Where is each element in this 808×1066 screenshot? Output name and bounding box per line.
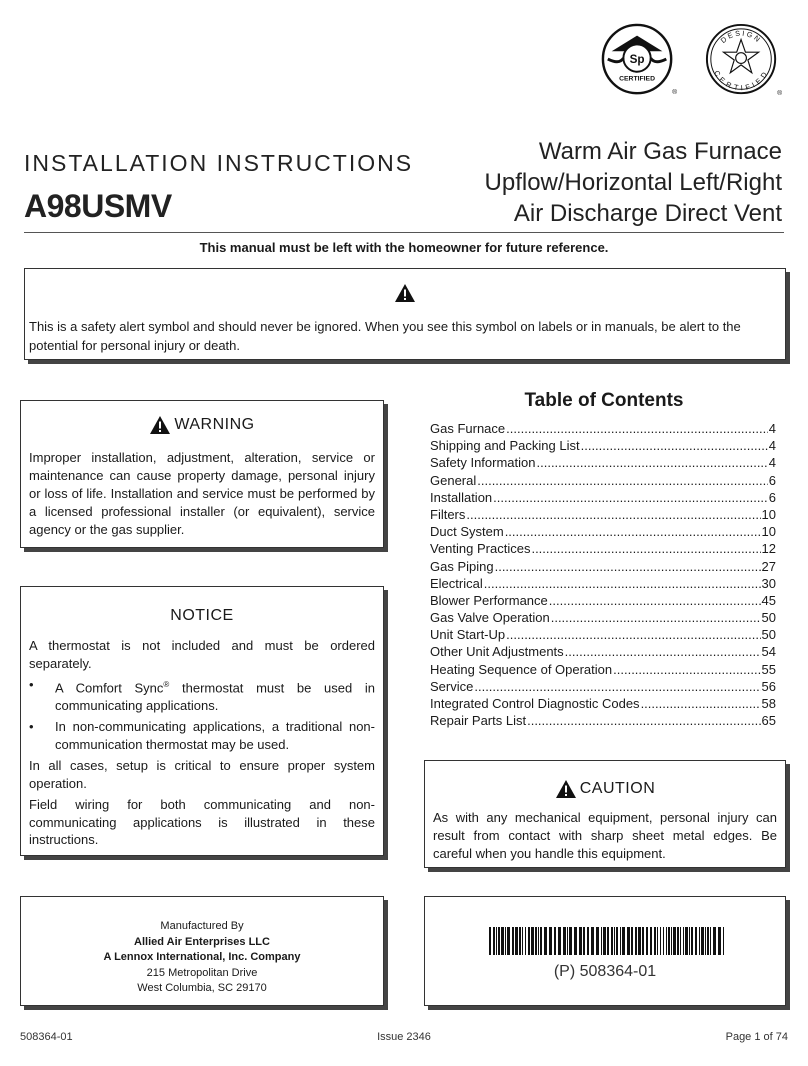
toc-entry — [430, 454, 776, 471]
toc-leader-dots — [505, 523, 761, 540]
toc-entry-label: Integrated Control Diagnostic Codes — [430, 696, 640, 711]
csa-certified-logo — [600, 22, 678, 100]
caution-text: As with any mechanical equipment, personal injury can result from contact with sharp sheet metal edges. Be careful when you handle this equipment. — [433, 810, 777, 861]
toc-entry — [430, 661, 776, 678]
toc-entry-page: 55 — [761, 661, 776, 677]
footer-doc-number: 508364-01 — [20, 1031, 73, 1043]
notice-bullet: • A Comfort Sync® thermostat must be used in communicating applications. — [29, 677, 375, 713]
toc-entry-label: Blower Performance — [430, 592, 548, 608]
manual-note: This manual must be left with the homeowner for future reference. — [199, 240, 609, 255]
toc-entry-label: Gas Valve Operation — [430, 610, 550, 626]
notice-paragraph: In all cases, setup is critical to ensure proper system operation. — [29, 758, 375, 791]
toc-leader-dots — [641, 695, 761, 712]
toc-entry — [430, 575, 776, 592]
toc-entry-page: 58 — [761, 696, 776, 711]
header-divider — [24, 232, 784, 233]
caution-alert-icon — [555, 779, 577, 799]
toc-entry-label: Gas Furnace — [430, 421, 506, 436]
part-number: (P) 508364-01 — [553, 963, 657, 980]
toc-entry — [430, 420, 776, 437]
toc-entry-label: Repair Parts List — [430, 713, 527, 729]
toc-entry-page: 10 — [761, 506, 776, 522]
toc-leader-dots — [484, 575, 761, 592]
manufacturer-line: Manufactured By — [160, 920, 244, 932]
toc-leader-dots — [506, 420, 768, 437]
toc-leader-dots — [613, 661, 760, 678]
toc-entry-page: 12 — [761, 541, 776, 557]
caution-box — [424, 760, 786, 868]
table-of-contents — [430, 420, 776, 729]
toc-entry-label: Filters — [430, 506, 466, 522]
toc-entry-label: Shipping and Packing List — [430, 438, 580, 454]
toc-entry-label: Heating Sequence of Operation — [430, 661, 613, 677]
toc-entry-page: 45 — [761, 592, 776, 608]
toc-entry-label: Safety Information — [430, 455, 536, 471]
footer-issue: Issue 2346 — [377, 1031, 431, 1043]
toc-entry — [430, 506, 776, 523]
toc-entry-page: 4 — [768, 421, 776, 436]
toc-leader-dots — [537, 454, 768, 471]
toc-entry-page: 50 — [761, 627, 776, 643]
toc-entry — [430, 523, 776, 540]
toc-entry-page: 30 — [761, 575, 776, 591]
toc-leader-dots — [506, 626, 760, 643]
document-type-title: INSTALLATION INSTRUCTIONS — [24, 150, 414, 176]
toc-leader-dots — [495, 558, 761, 575]
toc-entry — [430, 592, 776, 609]
svg-text:CERTIFIED: CERTIFIED — [712, 68, 770, 93]
toc-leader-dots — [565, 643, 761, 660]
toc-entry-label: Venting Practices — [430, 541, 531, 557]
toc-entry — [430, 695, 776, 712]
barcode-box — [424, 896, 786, 1006]
product-title-line3: Air Discharge Direct Vent — [513, 200, 782, 227]
toc-entry-page: 56 — [761, 678, 776, 694]
toc-leader-dots — [477, 472, 768, 489]
design-certified-logo — [704, 22, 782, 100]
toc-leader-dots — [549, 592, 761, 609]
toc-entry — [430, 437, 776, 454]
toc-entry-label: Service — [430, 678, 474, 694]
toc-entry-label: Installation — [430, 489, 493, 505]
caution-title: CAUTION — [579, 780, 656, 798]
footer-page-number: Page 1 of 74 — [725, 1031, 788, 1043]
toc-entry-page: 10 — [761, 524, 776, 540]
toc-entry-page: 6 — [768, 489, 776, 505]
toc-entry-label: Other Unit Adjustments — [430, 644, 564, 660]
manufacturer-name: Allied Air Enterprises LLC — [134, 935, 270, 948]
toc-entry-label: General — [430, 472, 477, 488]
toc-entry-page: 65 — [761, 713, 776, 729]
toc-entry-page: 6 — [768, 472, 776, 488]
toc-leader-dots — [527, 712, 760, 729]
toc-entry — [430, 626, 776, 643]
notice-box — [20, 586, 384, 856]
manufacturer-city: West Columbia, SC 29170 — [137, 982, 267, 994]
safety-alert-icon — [394, 283, 416, 303]
toc-leader-dots — [581, 437, 768, 454]
product-title-line2: Upflow/Horizontal Left/Right — [484, 169, 782, 196]
warning-box — [20, 400, 384, 548]
notice-bullet: • In non-communicating applications, a traditional non-communication thermostat may be used. — [29, 719, 375, 752]
safety-alert-text: This is a safety alert symbol and should never be ignored. When you see this symbol on labels or in manuals, be alert to the potential for personal injury or death. — [29, 319, 741, 353]
toc-entry — [430, 609, 776, 626]
toc-entry-label: Duct System — [430, 524, 504, 540]
toc-entry — [430, 558, 776, 575]
svg-text:DESIGN: DESIGN — [718, 28, 764, 45]
safety-alert-box — [24, 268, 786, 360]
toc-leader-dots — [493, 489, 768, 506]
svg-text:®: ® — [777, 90, 782, 98]
toc-leader-dots — [466, 506, 760, 523]
svg-text:®: ® — [672, 89, 678, 97]
toc-entry-page: 50 — [761, 610, 776, 626]
toc-entry-label: Gas Piping — [430, 558, 494, 574]
toc-entry — [430, 489, 776, 506]
toc-leader-dots — [531, 540, 760, 557]
toc-entry-page: 4 — [768, 455, 776, 471]
notice-paragraph: A thermostat is not included and must be ordered separately. — [29, 638, 375, 671]
toc-entry — [430, 472, 776, 489]
warning-alert-icon — [149, 415, 171, 435]
toc-entry-page: 54 — [761, 644, 776, 660]
toc-entry — [430, 712, 776, 729]
notice-paragraph: Field wiring for both communicating and non-communicating applications is illustrated in these instructions. — [29, 797, 375, 848]
toc-title: Table of Contents — [524, 390, 684, 411]
warning-title: WARNING — [174, 416, 255, 434]
toc-entry-page: 27 — [761, 558, 776, 574]
toc-entry — [430, 540, 776, 557]
product-title-line1: Warm Air Gas Furnace — [538, 138, 782, 165]
toc-entry — [430, 643, 776, 660]
toc-leader-dots — [551, 609, 761, 626]
svg-text:CERTIFIED: CERTIFIED — [619, 75, 656, 83]
notice-title: NOTICE — [170, 607, 234, 624]
toc-leader-dots — [474, 678, 760, 695]
toc-entry — [430, 678, 776, 695]
manufacturer-address: 215 Metropolitan Drive — [146, 966, 258, 979]
toc-entry-page: 4 — [768, 438, 776, 454]
manufacturer-box — [20, 896, 384, 1006]
model-number: A98USMV — [24, 188, 172, 224]
svg-text:Sp: Sp — [629, 52, 645, 66]
barcode-image — [489, 927, 727, 955]
toc-entry-label: Electrical — [430, 575, 483, 591]
warning-text: Improper installation, adjustment, alteration, service or maintenance can cause property damage, personal injury or loss of life. Installation and service must be performed by a licensed professional installer (or equivalent), service agency or the gas supplier. — [29, 450, 375, 537]
manufacturer-parent: A Lennox International, Inc. Company — [103, 951, 301, 963]
toc-entry-label: Unit Start-Up — [430, 627, 506, 643]
